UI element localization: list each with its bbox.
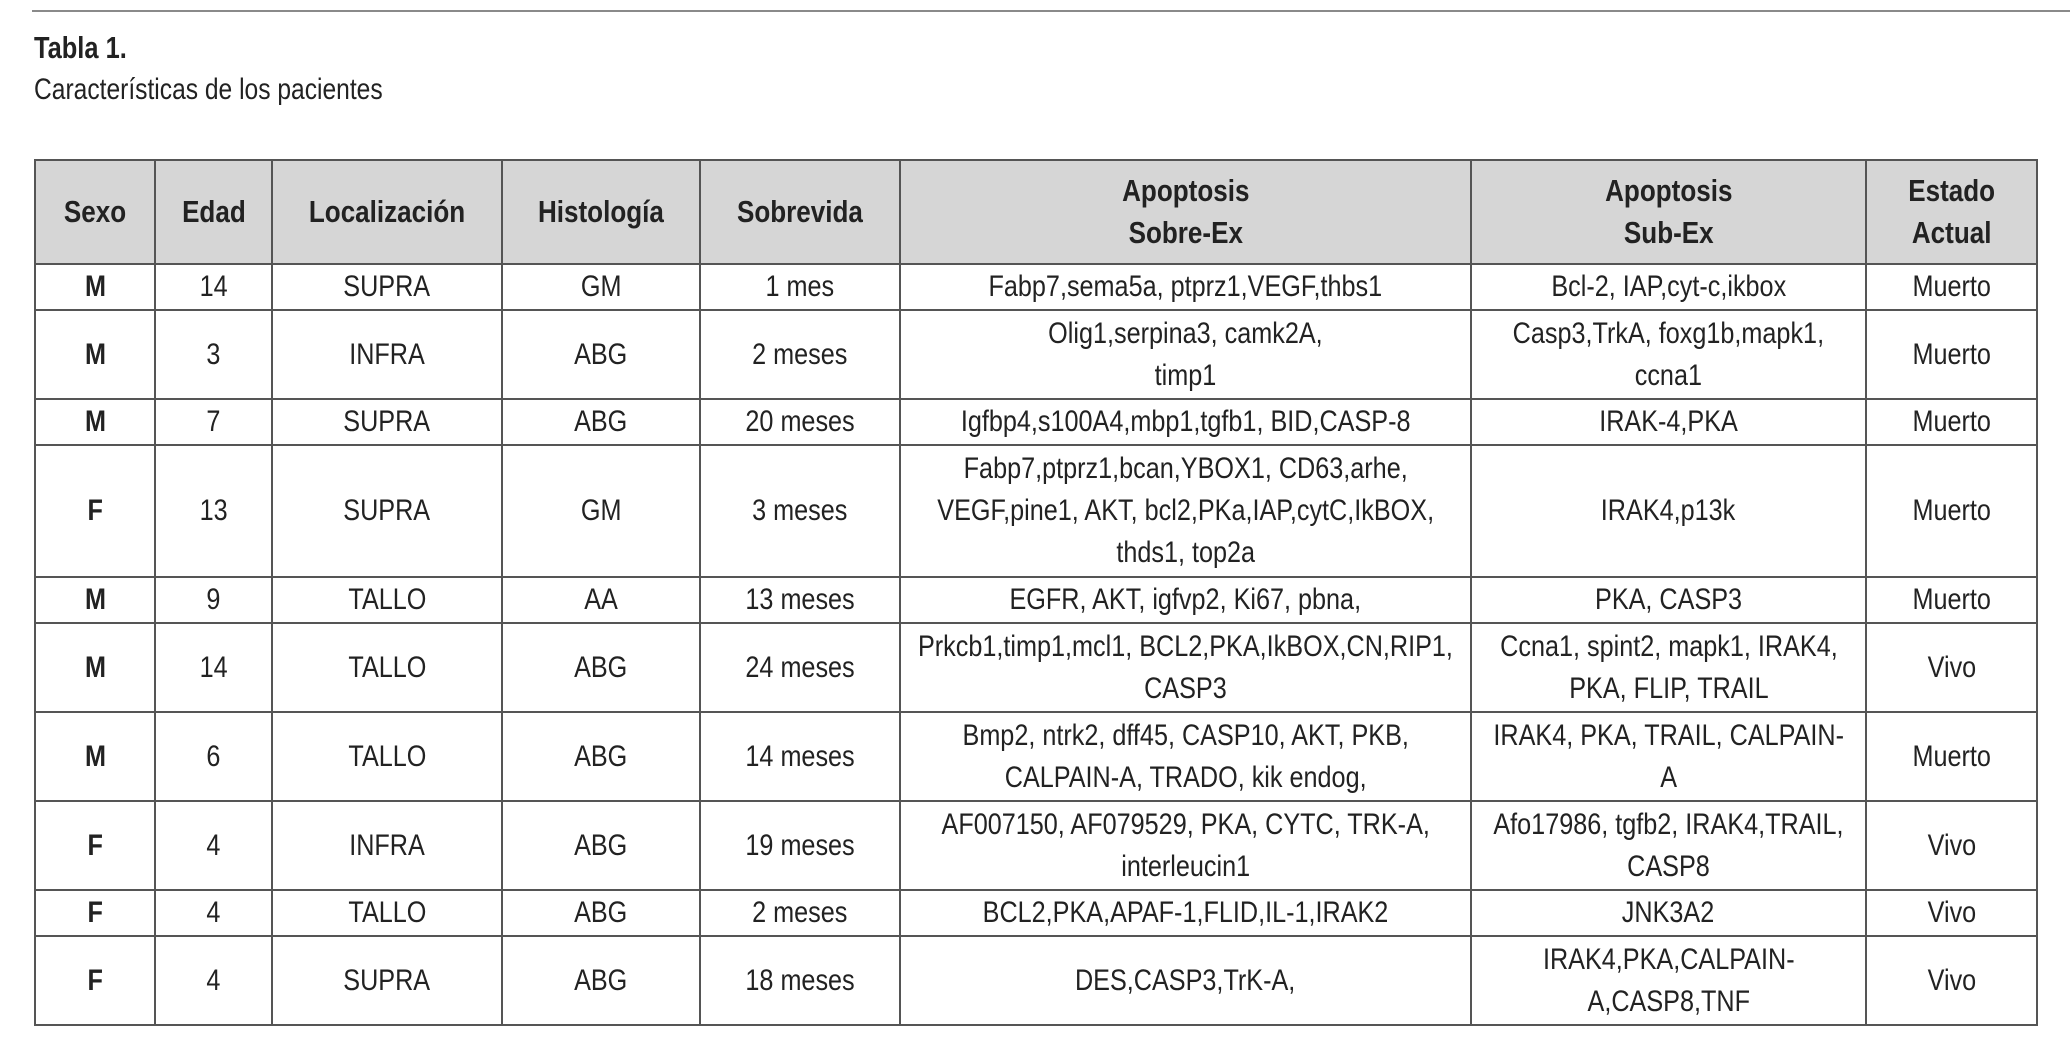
cell-localizacion: SUPRA — [272, 399, 502, 445]
cell-sobre-ex: DES,CASP3,TrK-A, — [900, 936, 1471, 1025]
cell-estado: Muerto — [1866, 577, 2037, 623]
header-localizacion: Localización — [272, 160, 502, 264]
cell-sub-ex: IRAK4,p13k — [1471, 445, 1866, 577]
cell-edad: 4 — [155, 801, 272, 890]
cell-sobrevida: 14 meses — [700, 712, 900, 801]
cell-sexo: F — [35, 801, 155, 890]
cell-sub-ex: Casp3,TrkA, foxg1b,mapk1, ccna1 — [1471, 310, 1866, 399]
cell-edad: 6 — [155, 712, 272, 801]
cell-sexo: F — [35, 445, 155, 577]
cell-sexo: M — [35, 712, 155, 801]
table-subtitle: Características de los pacientes — [34, 73, 383, 106]
cell-sobre-ex: Fabp7,sema5a, ptprz1,VEGF,thbs1 — [900, 264, 1471, 310]
cell-histologia: ABG — [502, 890, 700, 936]
cell-sobrevida: 13 meses — [700, 577, 900, 623]
cell-edad: 7 — [155, 399, 272, 445]
header-estado-actual: Estado Actual — [1866, 160, 2037, 264]
cell-histologia: AA — [502, 577, 700, 623]
cell-sobre-ex: Igfbp4,s100A4,mbp1,tgfb1, BID,CASP-8 — [900, 399, 1471, 445]
cell-sobre-ex: Prkcb1,timp1,mcl1, BCL2,PKA,IkBOX,CN,RIP1, CASP3 — [900, 623, 1471, 712]
cell-sobrevida: 19 meses — [700, 801, 900, 890]
cell-sobrevida: 1 mes — [700, 264, 900, 310]
cell-estado: Muerto — [1866, 445, 2037, 577]
header-apoptosis-sobre-ex: Apoptosis Sobre-Ex — [900, 160, 1471, 264]
cell-edad: 4 — [155, 936, 272, 1025]
cell-histologia: ABG — [502, 801, 700, 890]
header-apoptosis-sub-ex: Apoptosis Sub-Ex — [1471, 160, 1866, 264]
patients-table — [34, 159, 2038, 1026]
cell-edad: 14 — [155, 623, 272, 712]
table-title: Tabla 1. — [34, 30, 127, 65]
cell-sobre-ex: AF007150, AF079529, PKA, CYTC, TRK-A, interleucin1 — [900, 801, 1471, 890]
table-row — [35, 310, 2037, 399]
cell-sub-ex: PKA, CASP3 — [1471, 577, 1866, 623]
cell-localizacion: TALLO — [272, 623, 502, 712]
table-row — [35, 936, 2037, 1025]
table-row — [35, 890, 2037, 936]
cell-sub-ex: JNK3A2 — [1471, 890, 1866, 936]
cell-localizacion: TALLO — [272, 890, 502, 936]
cell-sub-ex: IRAK-4,PKA — [1471, 399, 1866, 445]
cell-sexo: M — [35, 399, 155, 445]
cell-sub-ex: Ccna1, spint2, mapk1, IRAK4, PKA, FLIP, TRAIL — [1471, 623, 1866, 712]
cell-sobrevida: 2 meses — [700, 890, 900, 936]
cell-sexo: M — [35, 577, 155, 623]
table-row — [35, 399, 2037, 445]
cell-sexo: F — [35, 936, 155, 1025]
cell-localizacion: SUPRA — [272, 936, 502, 1025]
cell-estado: Vivo — [1866, 936, 2037, 1025]
cell-histologia: GM — [502, 264, 700, 310]
top-rule — [32, 10, 2070, 12]
cell-sobrevida: 18 meses — [700, 936, 900, 1025]
table-row — [35, 801, 2037, 890]
header-row — [35, 160, 2037, 264]
cell-sexo: F — [35, 890, 155, 936]
cell-sobre-ex: EGFR, AKT, igfvp2, Ki67, pbna, — [900, 577, 1471, 623]
cell-localizacion: INFRA — [272, 310, 502, 399]
table-row — [35, 264, 2037, 310]
cell-histologia: ABG — [502, 310, 700, 399]
cell-estado: Vivo — [1866, 623, 2037, 712]
cell-sobre-ex: Bmp2, ntrk2, dff45, CASP10, AKT, PKB, CALPAIN-A, TRADO, kik endog, — [900, 712, 1471, 801]
header-sexo: Sexo — [35, 160, 155, 264]
cell-sub-ex: IRAK4, PKA, TRAIL, CALPAIN- A — [1471, 712, 1866, 801]
cell-sub-ex: Afo17986, tgfb2, IRAK4,TRAIL, CASP8 — [1471, 801, 1866, 890]
cell-estado: Vivo — [1866, 890, 2037, 936]
table-row — [35, 445, 2037, 577]
cell-localizacion: SUPRA — [272, 264, 502, 310]
cell-histologia: ABG — [502, 623, 700, 712]
cell-localizacion: SUPRA — [272, 445, 502, 577]
cell-estado: Muerto — [1866, 310, 2037, 399]
cell-estado: Muerto — [1866, 712, 2037, 801]
cell-histologia: ABG — [502, 712, 700, 801]
cell-sobre-ex: BCL2,PKA,APAF-1,FLID,IL-1,IRAK2 — [900, 890, 1471, 936]
cell-sobre-ex: Olig1,serpina3, camk2A, timp1 — [900, 310, 1471, 399]
cell-localizacion: TALLO — [272, 577, 502, 623]
header-histologia: Histología — [502, 160, 700, 264]
cell-sobrevida: 3 meses — [700, 445, 900, 577]
cell-sobrevida: 24 meses — [700, 623, 900, 712]
cell-edad: 9 — [155, 577, 272, 623]
cell-sexo: M — [35, 623, 155, 712]
cell-edad: 13 — [155, 445, 272, 577]
cell-sub-ex: Bcl-2, IAP,cyt-c,ikbox — [1471, 264, 1866, 310]
cell-sexo: M — [35, 264, 155, 310]
header-sobrevida: Sobrevida — [700, 160, 900, 264]
cell-edad: 14 — [155, 264, 272, 310]
cell-sobrevida: 2 meses — [700, 310, 900, 399]
cell-sobrevida: 20 meses — [700, 399, 900, 445]
cell-sexo: M — [35, 310, 155, 399]
header-edad: Edad — [155, 160, 272, 264]
cell-histologia: ABG — [502, 399, 700, 445]
table-row — [35, 712, 2037, 801]
cell-edad: 3 — [155, 310, 272, 399]
cell-estado: Muerto — [1866, 264, 2037, 310]
cell-localizacion: TALLO — [272, 712, 502, 801]
cell-sub-ex: IRAK4,PKA,CALPAIN- A,CASP8,TNF — [1471, 936, 1866, 1025]
cell-sobre-ex: Fabp7,ptprz1,bcan,YBOX1, CD63,arhe, VEGF,pine1, AKT, bcl2,PKa,IAP,cytC,IkBOX, thds1, top2a — [900, 445, 1471, 577]
cell-edad: 4 — [155, 890, 272, 936]
cell-estado: Vivo — [1866, 801, 2037, 890]
table-row — [35, 623, 2037, 712]
cell-histologia: ABG — [502, 936, 700, 1025]
cell-histologia: GM — [502, 445, 700, 577]
cell-localizacion: INFRA — [272, 801, 502, 890]
cell-estado: Muerto — [1866, 399, 2037, 445]
table-row — [35, 577, 2037, 623]
